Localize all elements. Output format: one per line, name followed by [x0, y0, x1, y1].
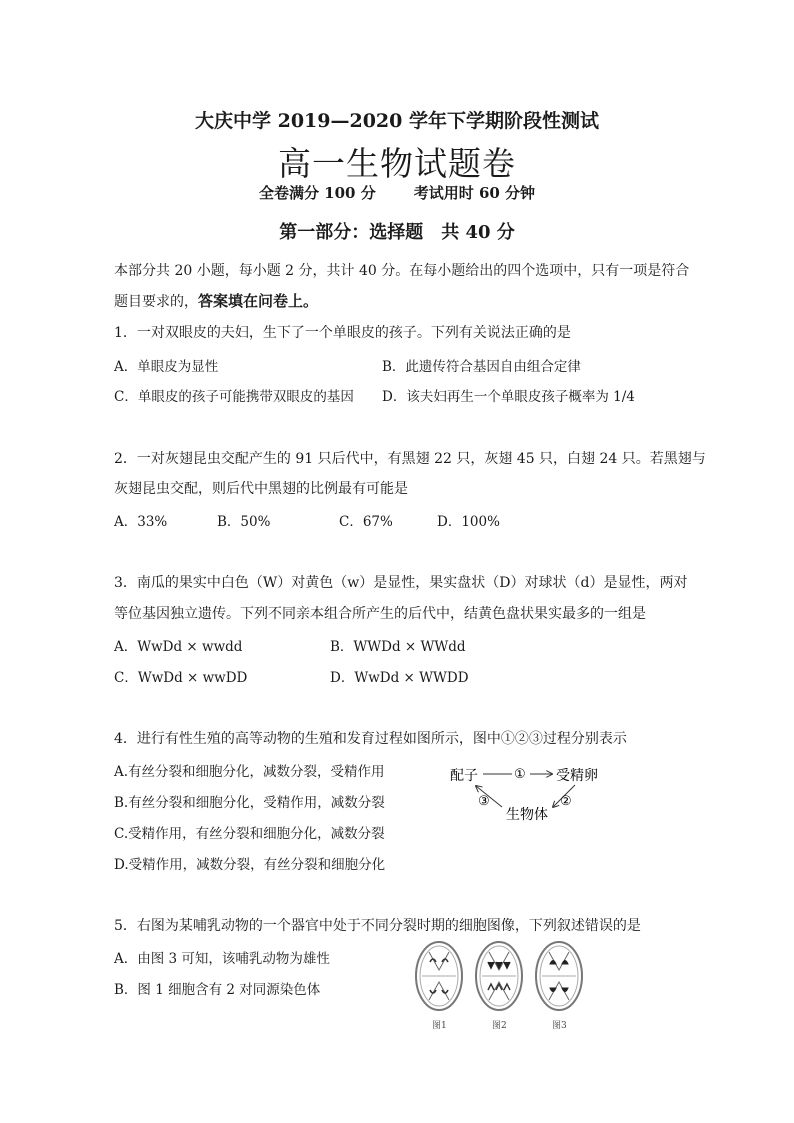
q1-stem: 1．一对双眼皮的夫妇，生下了一个单眼皮的孩子。下列有关说法正确的是	[114, 325, 571, 341]
q2-option-c: C．67%	[339, 514, 393, 530]
reproduction-cycle-diagram	[450, 755, 620, 827]
label-2: ②	[560, 794, 572, 809]
q1-option-a: A．单眼皮为显性	[114, 359, 219, 375]
q2-option-d: D．100%	[437, 514, 500, 530]
full-score: 全卷满分 100 分	[258, 184, 376, 202]
q4-option-b: B.有丝分裂和细胞分化，受精作用，减数分裂	[114, 795, 385, 811]
cell-figure-3	[536, 942, 582, 1010]
q3-option-b: B．WWDd × WWdd	[330, 639, 466, 655]
q2-stem-line2: 灰翅昆虫交配，则后代中黑翅的比例最有可能是	[114, 481, 408, 497]
q4-option-d: D.受精作用，减数分裂，有丝分裂和细胞分化	[114, 857, 386, 873]
page-title: 高一生物试题卷	[278, 144, 516, 183]
q2-option-a: A．33%	[114, 514, 168, 530]
q3-option-c: C．WwDd × wwDD	[114, 670, 248, 686]
figure-caption-3: 图3	[552, 1021, 567, 1031]
q5-option-b: B．图 1 细胞含有 2 对同源染色体	[114, 982, 321, 998]
q2-stem-line1: 2．一对灰翅昆虫交配产生的 91 只后代中，有黑翅 22 只，灰翅 45 只，白翅 24 只。若黑翅与	[114, 451, 706, 467]
q1-option-d: D．该夫妇再生一个单眼皮孩子概率为 1/4	[382, 389, 635, 405]
q3-option-d: D．WwDd × WWDD	[330, 670, 469, 686]
q4-option-a: A.有丝分裂和细胞分化，减数分裂，受精作用	[114, 764, 385, 780]
section-intro-line1: 本部分共 20 小题，每小题 2 分，共计 40 分。在每小题给出的四个选项中，只有一项是符合	[114, 263, 690, 279]
q3-stem-line2: 等位基因独立遗传。下列不同亲本组合所产生的后代中，结黄色盘状果实最多的一组是	[114, 606, 646, 622]
label-3: ③	[478, 794, 490, 809]
exam-meta	[0, 182, 794, 203]
cell-figure-1	[416, 942, 462, 1010]
node-organism: 生物体	[506, 807, 548, 823]
figure-caption-2: 图2	[492, 1021, 507, 1031]
q4-option-c: C.受精作用，有丝分裂和细胞分化，减数分裂	[114, 826, 385, 842]
cell-figure-2	[476, 942, 522, 1010]
school-line: 大庆中学 2019—2020 学年下学期阶段性测试	[195, 110, 599, 132]
label-1: ①	[514, 767, 526, 782]
section-heading: 第一部分：选择题 共 40 分	[279, 222, 515, 243]
node-gamete: 配子	[450, 768, 478, 784]
intro-text: 题目要求的，	[114, 294, 198, 310]
q3-option-a: A．WwDd × wwdd	[114, 639, 243, 655]
cell-division-figures	[412, 940, 592, 1032]
intro-emphasis: 答案填在问卷上。	[198, 292, 319, 310]
q1-option-b: B．此遗传符合基因自由组合定律	[382, 359, 581, 375]
q5-stem: 5．右图为某哺乳动物的一个器官中处于不同分裂时期的细胞图像，下列叙述错误的是	[114, 918, 641, 934]
q4-stem: 4．进行有性生殖的高等动物的生殖和发育过程如图所示，图中①②③过程分别表示	[114, 731, 627, 747]
q2-option-b: B．50%	[217, 514, 271, 530]
q1-option-c: C．单眼皮的孩子可能携带双眼皮的基因	[114, 389, 354, 405]
section-intro-line2	[114, 290, 318, 311]
node-zygote: 受精卵	[556, 768, 598, 784]
q5-option-a: A．由图 3 可知，该哺乳动物为雄性	[114, 951, 330, 967]
figure-caption-1: 图1	[432, 1021, 447, 1031]
q3-stem-line1: 3．南瓜的果实中白色（W）对黄色（w）是显性，果实盘状（D）对球状（d）是显性，两对	[114, 575, 688, 591]
time-limit: 考试用时 60 分钟	[413, 184, 536, 202]
